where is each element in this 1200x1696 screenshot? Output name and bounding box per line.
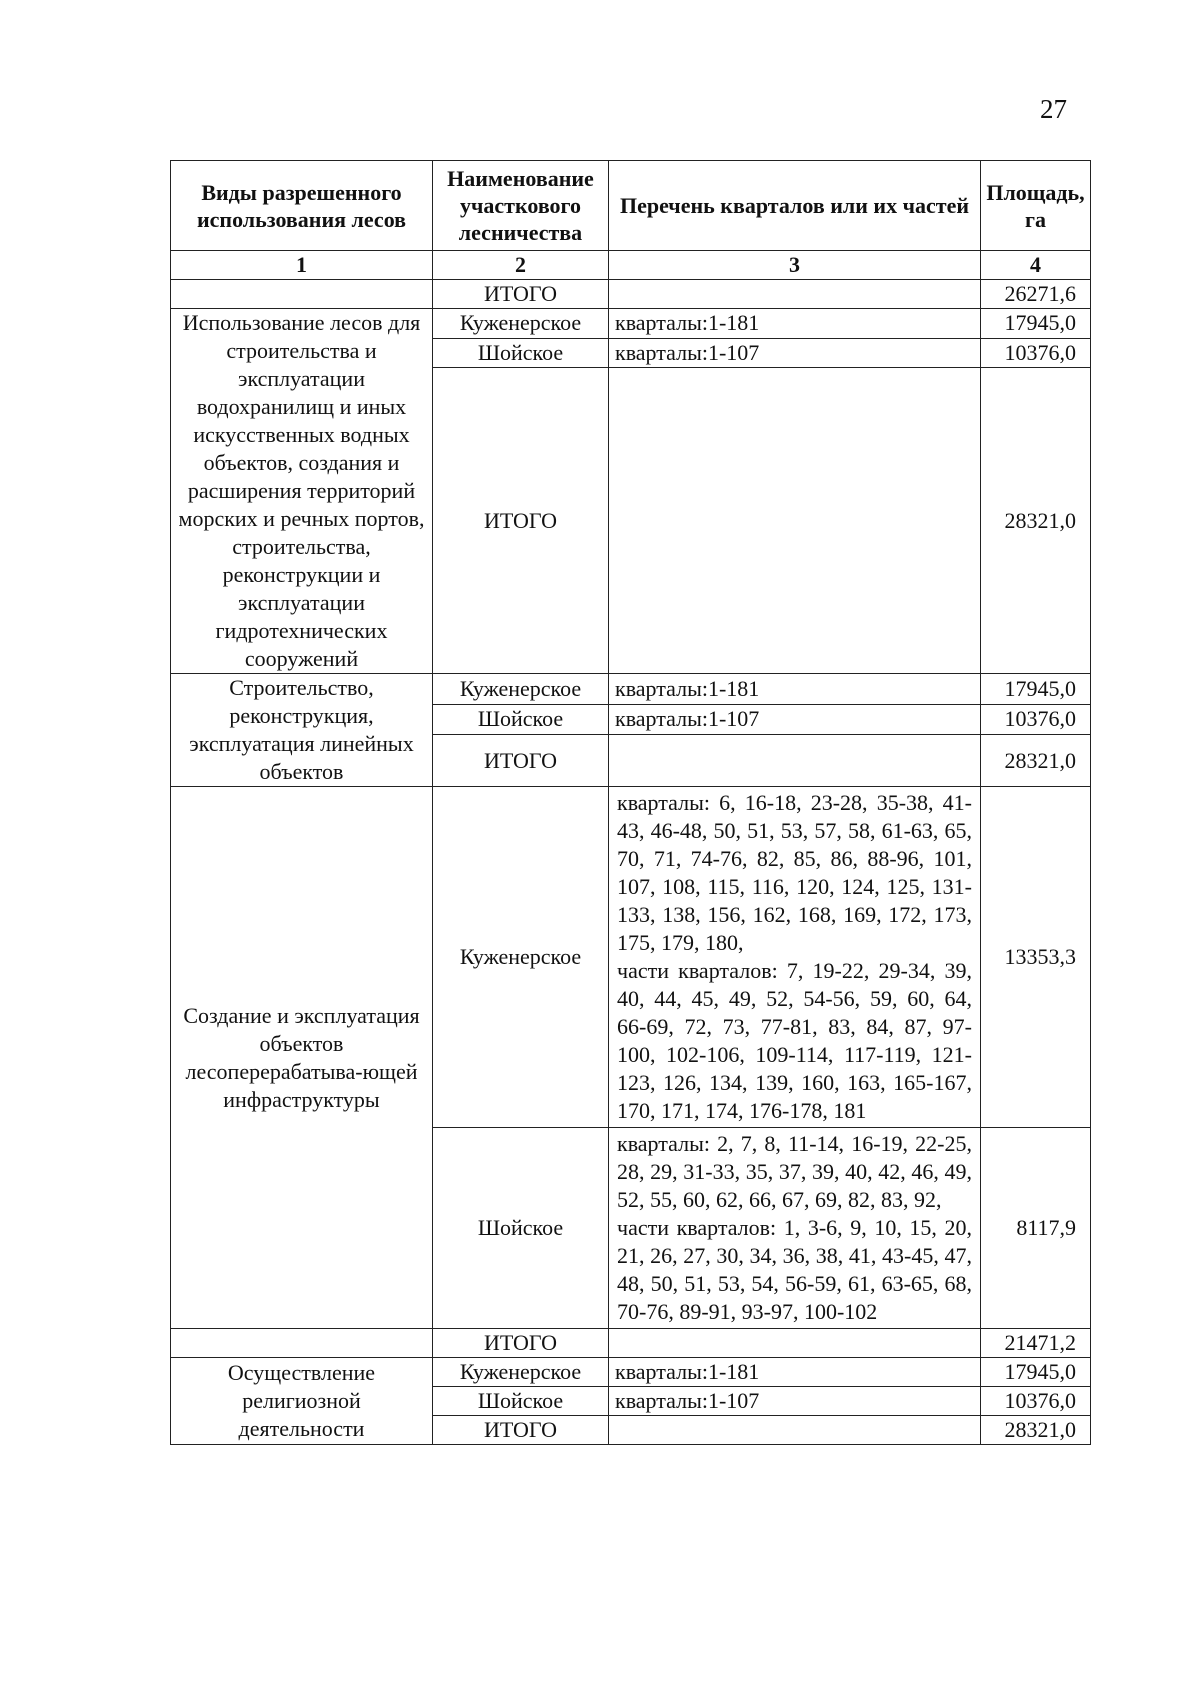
table-row bbox=[171, 1358, 1091, 1387]
forestry-cell: Куженерское bbox=[433, 309, 609, 339]
area-cell: 28321,0 bbox=[981, 368, 1091, 674]
area-cell: 10376,0 bbox=[981, 1387, 1091, 1416]
forestry-cell: ИТОГО bbox=[433, 368, 609, 674]
forestry-cell: Куженерское bbox=[433, 674, 609, 705]
area-cell: 17945,0 bbox=[981, 674, 1091, 705]
table-row bbox=[171, 280, 1091, 309]
forestry-cell: Куженерское bbox=[433, 1358, 609, 1387]
forestry-cell: Шойское bbox=[433, 338, 609, 368]
quarters-cell bbox=[609, 368, 981, 674]
forestry-cell: Шойское bbox=[433, 1387, 609, 1416]
header-quarters: Перечень кварталов или их частей bbox=[609, 161, 981, 251]
header-use-type: Виды разрешенного использования лесов bbox=[171, 161, 433, 251]
forestry-cell: Шойское bbox=[433, 704, 609, 735]
quarters-cell: кварталы:1-107 bbox=[609, 704, 981, 735]
use-type-cell bbox=[171, 1329, 433, 1358]
forest-use-table bbox=[170, 160, 1091, 1445]
quarters-cell: кварталы:1-107 bbox=[609, 338, 981, 368]
quarters-cell bbox=[609, 1416, 981, 1445]
column-number: 1 bbox=[171, 251, 433, 280]
area-cell: 21471,2 bbox=[981, 1329, 1091, 1358]
area-cell: 17945,0 bbox=[981, 1358, 1091, 1387]
quarters-cell: кварталы:1-181 bbox=[609, 309, 981, 339]
area-cell: 13353,3 bbox=[981, 787, 1091, 1128]
forestry-cell: ИТОГО bbox=[433, 1416, 609, 1445]
use-type-cell bbox=[171, 280, 433, 309]
area-cell: 17945,0 bbox=[981, 309, 1091, 339]
use-type-cell: Создание и эксплуатация объектов лесоперерабатыва-ющей инфраструктуры bbox=[171, 787, 433, 1329]
table-row bbox=[171, 787, 1091, 1128]
area-cell: 10376,0 bbox=[981, 704, 1091, 735]
quarters-cell bbox=[609, 280, 981, 309]
header-forestry: Наименование участкового лесничества bbox=[433, 161, 609, 251]
quarters-cell: кварталы:1-107 bbox=[609, 1387, 981, 1416]
area-cell: 28321,0 bbox=[981, 735, 1091, 787]
header-area: Площадь, га bbox=[981, 161, 1091, 251]
area-cell: 28321,0 bbox=[981, 1416, 1091, 1445]
area-cell: 10376,0 bbox=[981, 338, 1091, 368]
forestry-cell: ИТОГО bbox=[433, 1329, 609, 1358]
table-row bbox=[171, 309, 1091, 339]
quarters-cell bbox=[609, 1128, 981, 1329]
column-number-row bbox=[171, 251, 1091, 280]
quarters-cell bbox=[609, 1329, 981, 1358]
quarters-cell bbox=[609, 787, 981, 1128]
quarters-cell: кварталы:1-181 bbox=[609, 674, 981, 705]
area-cell: 26271,6 bbox=[981, 280, 1091, 309]
table-row bbox=[171, 1329, 1091, 1358]
quarters-parts-list: части кварталов: 7, 19-22, 29-34, 39, 40, 44, 45, 49, 52, 54-56, 59, 60, 64, 66-69, 72, 73, 77-81, 83, 84, 87, 97-100, 102-106, 109-114, 117-119, 121-123, 126, 134, 139, 160, 163, 165-167, 170, 171, 174, 176-178, 181 bbox=[617, 958, 972, 1123]
quarters-list: кварталы: 6, 16-18, 23-28, 35-38, 41-43, 46-48, 50, 51, 53, 57, 58, 61-63, 65, 70, 71, 74-76, 82, 85, 86, 88-96, 101, 107, 108, 115, 116, 120, 124, 125, 131-133, 138, 156, 162, 168, 169, 172, 173, 175, 179, 180, bbox=[617, 790, 972, 955]
quarters-cell bbox=[609, 735, 981, 787]
column-number: 4 bbox=[981, 251, 1091, 280]
use-type-cell: Использование лесов для строительства и эксплуатации водохранилищ и иных искусственных водных объектов, создания и расширения территорий морских и речных портов, строительства, реконструкции и эксплуатации гидротехнических сооружений bbox=[171, 309, 433, 674]
use-type-cell: Осуществление религиозной деятельности bbox=[171, 1358, 433, 1445]
forestry-cell: ИТОГО bbox=[433, 735, 609, 787]
area-cell: 8117,9 bbox=[981, 1128, 1091, 1329]
quarters-list: кварталы: 2, 7, 8, 11-14, 16-19, 22-25, 28, 29, 31-33, 35, 37, 39, 40, 42, 46, 49, 52, 55, 60, 62, 66, 67, 69, 82, 83, 92, bbox=[617, 1131, 972, 1212]
forestry-cell: ИТОГО bbox=[433, 280, 609, 309]
use-type-cell: Строительство, реконструкция, эксплуатация линейных объектов bbox=[171, 674, 433, 787]
column-number: 3 bbox=[609, 251, 981, 280]
quarters-cell: кварталы:1-181 bbox=[609, 1358, 981, 1387]
column-number: 2 bbox=[433, 251, 609, 280]
header-row bbox=[171, 161, 1091, 251]
page-number: 27 bbox=[1040, 94, 1067, 124]
table-row bbox=[171, 674, 1091, 705]
forestry-cell: Куженерское bbox=[433, 787, 609, 1128]
forestry-cell: Шойское bbox=[433, 1128, 609, 1329]
quarters-parts-list: части кварталов: 1, 3-6, 9, 10, 15, 20, 21, 26, 27, 30, 34, 36, 38, 41, 43-45, 47, 48, 50, 51, 53, 54, 56-59, 61, 63-65, 68, 70-76, 89-91, 93-97, 100-102 bbox=[617, 1215, 972, 1324]
